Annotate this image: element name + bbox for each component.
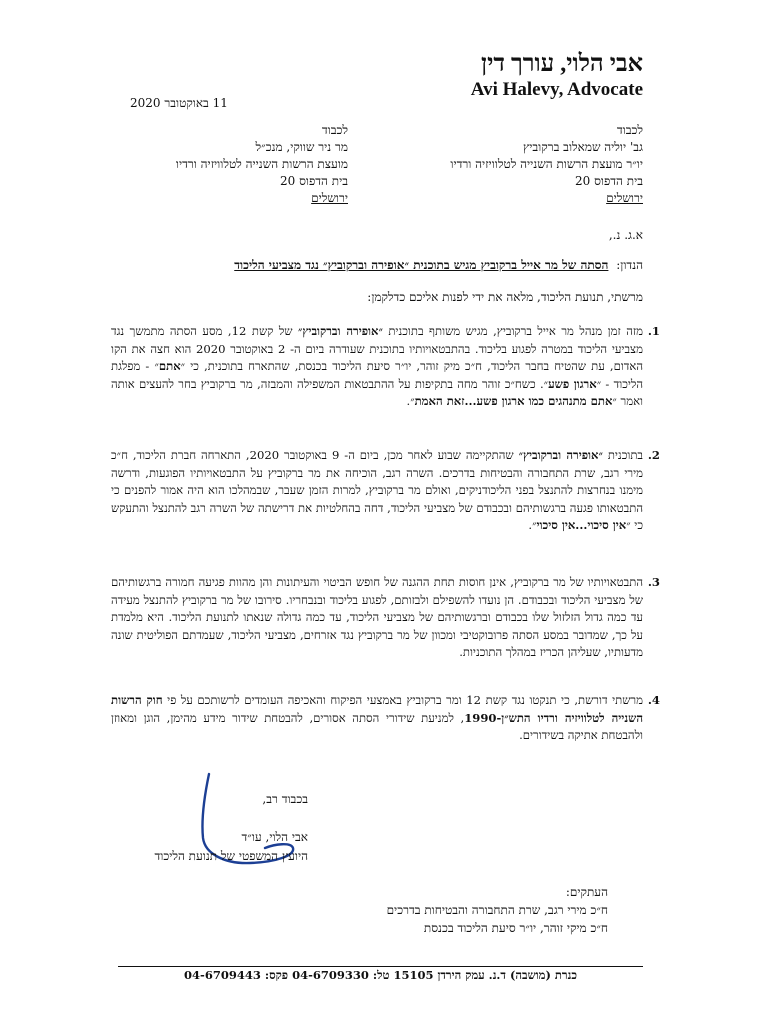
- paragraph-text: התבטאויותיו של מר ברקוביץ, אינן חוסות תחת ההגנה של חופש הביטוי והעיתונות והן מהוות פגיעה חמורה ברגשותיהם של מצביעי הליכוד ובכבודם. הן נועדו להשפילם ולבזותם, לפגוע בליכוד ובנבחריו. סירובו של מר ברקוביץ להתנצל מעידה עד כמה גדול הזלזול שלו בכבודם וברגשותיהם של מצביעי הליכוד, עד כמה גדולה שנאתו לתנועת הליכוד. היא מלמדת על כך, שמדובר במסע הסתה פרובוקטיבי ומכוון של מר ברקוביץ נגד אזרחים, מצביעי הליכוד, שעמדתם הפוליטית שונה מדעותיו, שעליהן הכריז במהלך התוכניות.: [111, 575, 643, 660]
- recipient-block-ceo: [118, 122, 348, 207]
- paragraph-text: בתוכנית: [602, 448, 643, 462]
- paragraph-text: מזה זמן מנהל מר אייל ברקוביץ, מגיש משותף בתוכנית: [382, 324, 643, 338]
- intro-text: מרשתי, תנועת הליכוד, מלאה את ידי לפנות אליכם כדלקמן:: [367, 290, 643, 304]
- footer-divider: [118, 966, 643, 967]
- closing-block: [108, 790, 308, 866]
- paragraph-number: 2.: [647, 448, 660, 462]
- paragraph-number: 3.: [647, 575, 660, 589]
- subject-line: [113, 258, 643, 273]
- paragraph-4: [111, 692, 660, 745]
- cc-line: ח״כ מיקי זוהר, יו״ר סיעת הליכוד בכנסת: [423, 921, 608, 935]
- paragraph-2: [111, 447, 660, 535]
- paragraph-text: מרשתי דורשת, כי תנקטו נגד קשת 12 ומר ברקוביץ באמצעי הפיקוח והאכיפה העומדים לרשותכם על פי: [162, 693, 643, 707]
- paragraph-bold: ארגון פשע: [548, 376, 597, 391]
- recipient-city: ירושלים: [606, 191, 643, 205]
- footer-address: כנרת (מושבה) ד.נ. עמק הירדן 15105 טל: 04-6709330 פקס: 04-6709443: [184, 968, 577, 982]
- cc-line: ח״כ מירי רגב, שרת התחבורה והבטיחות בדרכים: [386, 903, 608, 917]
- paragraph-bold: ״אופירה וברקוביץ״: [297, 324, 383, 338]
- recipient-line: בית הדפוס 20: [574, 174, 643, 188]
- subject-text: הסתה של מר אייל ברקוביץ מגיש בתוכנית ״אופירה וברקוביץ״ נגד מצביעי הליכוד: [234, 258, 609, 272]
- paragraph-text: ״.: [406, 394, 415, 409]
- closing-signer-title: היועץ המשפטי של תנועת הליכוד: [154, 849, 308, 863]
- paragraph-number: 1.: [647, 324, 660, 338]
- recipient-block-chair: [413, 122, 643, 207]
- closing-line: [108, 809, 308, 828]
- paragraph-bold: חוק הרשות השנייה לטלוויזיה ורדיו התש״ן-1990: [111, 693, 643, 725]
- recipient-line: לכבוד: [616, 123, 643, 137]
- paragraph-bold: ״אופירה וברקוביץ״: [518, 448, 603, 462]
- recipient-line: יו״ר מועצת הרשות השנייה לטלוויזיה ורדיו: [450, 157, 643, 171]
- paragraph-bold: אין סיכוי...אין סיכוי: [536, 518, 627, 533]
- letterhead: [343, 50, 643, 102]
- subject-label: הנדון:: [616, 258, 643, 272]
- recipient-line: גב' יוליה שמאלוב ברקוביץ: [523, 140, 643, 154]
- paragraph-text: , למניעת שידורי הסתה אסורים, להבטחת שידור מידע מהימן, הוגן ומאוזן ולהבטחת אתיקה בשידורים.: [111, 710, 643, 743]
- paragraph-1: [111, 323, 660, 411]
- greeting: א.ג. נ.,: [608, 228, 643, 242]
- recipient-line: בית הדפוס 20: [279, 174, 348, 188]
- recipient-city: ירושלים: [311, 191, 348, 205]
- cc-title: העתקים:: [565, 885, 608, 899]
- letterhead-name-hebrew: אבי הלוי, עורך דין: [481, 51, 643, 77]
- paragraph-text: ״.: [528, 518, 537, 533]
- paragraph-text: ״ - מפלגת הליכוד - ״: [111, 359, 643, 391]
- letterhead-name-english: Avi Halevy, Advocate: [470, 79, 643, 100]
- paragraph-3: [111, 574, 660, 662]
- recipient-line: מר ניר שווקי, מנכ״ל: [255, 140, 348, 154]
- closing-line: בכבוד רב,: [262, 792, 308, 806]
- closing-signer-name: אבי הלוי, עו״ד: [241, 830, 308, 844]
- recipient-line: לכבוד: [321, 123, 348, 137]
- cc-block: [208, 883, 608, 937]
- paragraph-text: ״. כשח״כ זוהר מחה בתקיפות על ההתבטאות המשפילה והמבזה, מר ברקוביץ בחר להעצים אותה ואמר ״: [111, 376, 643, 409]
- paragraph-bold: אתם: [158, 359, 181, 374]
- recipient-line: מועצת הרשות השנייה לטלוויזיה ורדיו: [175, 157, 348, 171]
- paragraph-bold: אתם מתנהגים כמו ארגון פשע...זאת האמת: [414, 394, 613, 409]
- paragraph-text: של קשת 12, מסע הסתה מתמשך נגד מצביעי הליכוד במטרה לפגוע בליכוד. בהתבטאויותיו בתוכנית שעודרה ביום ה- 2 באוקטובר 2020 הוא חצה את הקו האדום, עת שהטיח בחבר הליכוד, ח״כ מיק זוהר, יו״ר סיעת הליכוד בכנסת, שהתארח בתוכנית, כי ״: [111, 324, 643, 374]
- paragraph-text: שהתקיימה שבוע לאחר מכן, ביום ה- 9 באוקטובר 2020, התארחה חברת הליכוד, ח״כ מירי רגב, שרת התחבורה והבטיחות בדרכים. השרה רגב, הוכיחה את מר ברקוביץ על התבטאויותיו הפוגעות, ודרשה מימנו בנחרצות להתנצל בפני הליכודניקים, ואולם מר ברקוביץ, למרות הזמן שעבר, שבמהלכו הוא היה אמור להפנים כי התבטאותו פגעה ברגשותיהם ובכבודם של מצביעי הליכוד, דחה בהחלטיות את דרישתה של השרה רגב להתנצל והתעקש כי ״: [111, 448, 643, 533]
- paragraph-number: 4.: [647, 693, 660, 707]
- letter-date: 11 באוקטובר 2020: [130, 96, 228, 110]
